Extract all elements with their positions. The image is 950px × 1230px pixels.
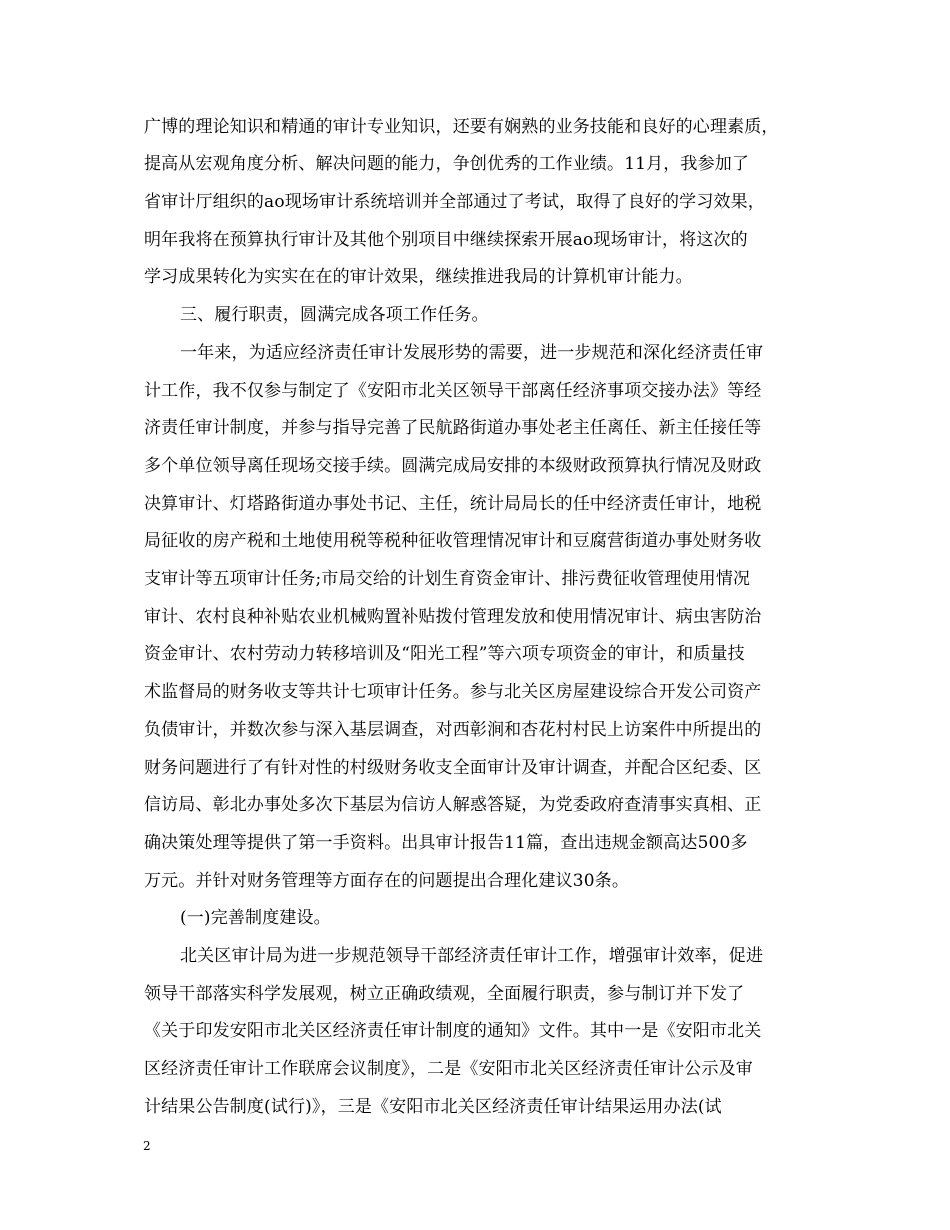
body-text-line: 多个单位领导离任现场交接手续。圆满完成局安排的本级财政预算执行情况及财政 <box>144 456 762 476</box>
body-text-line: 领导干部落实科学发展观，树立正确政绩观，全面履行职责，参与制订并下发了 <box>144 984 745 1004</box>
body-text-line: 决算审计、灯塔路街道办事处书记、主任，统计局局长的任中经济责任审计，地税 <box>144 494 762 514</box>
body-text-line: 信访局、彰北办事处多次下基层为信访人解惑答疑，为党委政府查清事实真相、正 <box>144 795 762 815</box>
body-text-line: 北关区审计局为进一步规范领导干部经济责任审计工作，增强审计效率，促进 <box>180 946 764 966</box>
body-text-line: 一年来，为适应经济责任审计发展形势的需要，进一步规范和深化经济责任审 <box>180 343 764 363</box>
body-text-line: 支审计等五项审计任务;市局交给的计划生育资金审计、排污费征收管理使用情况 <box>144 569 751 589</box>
body-text-line: 济责任审计制度，并参与指导完善了民航路街道办事处老主任离任、新主任接任等 <box>144 418 762 438</box>
body-text-line: 明年我将在预算执行审计及其他个别项目中继续探索开展ao现场审计，将这次的 <box>144 230 748 250</box>
body-text-line: 局征收的房产税和土地使用税等税种征收管理情况审计和豆腐营街道办事处财务收 <box>144 531 762 551</box>
body-text-line: 确决策处理等提供了第一手资料。出具审计报告11篇，查出违规金额高达500多 <box>144 833 748 853</box>
body-text-line: 《关于印发安阳市北关区经济责任审计制度的通知》文件。其中一是《安阳市北关 <box>144 1021 762 1041</box>
body-text-line: 省审计厅组织的ao现场审计系统培训并全部通过了考试，取得了良好的学习效果， <box>144 192 765 212</box>
section-heading: 三、履行职责，圆满完成各项工作任务。 <box>180 305 489 325</box>
page-number: 2 <box>143 1139 151 1153</box>
body-text-line: 区经济责任审计工作联席会议制度》，二是《安阳市北关区经济责任审计公示及审 <box>144 1059 753 1079</box>
body-text-line: 负债审计，并数次参与深入基层调查，对西彰涧和杏花村村民上访案件中所提出的 <box>144 720 762 740</box>
body-text-line: 计工作，我不仅参与制定了《安阳市北关区领导干部离任经济事项交接办法》等经 <box>144 381 762 401</box>
body-text-line: 审计、农村良种补贴农业机械购置补贴拨付管理发放和使用情况审计、病虫害防治 <box>144 607 762 627</box>
body-text-line: 术监督局的财务收支等共计七项审计任务。参与北关区房屋建设综合开发公司资产 <box>144 682 762 702</box>
subsection-heading: (一)完善制度建设。 <box>180 908 331 928</box>
body-text-line: 提高从宏观角度分析、解决问题的能力，争创优秀的工作业绩。11月，我参加了 <box>144 154 750 174</box>
body-text-line: 财务问题进行了有针对性的村级财务收支全面审计及审计调查，并配合区纪委、区 <box>144 758 762 778</box>
body-text-line: 资金审计、农村劳动力转移培训及“阳光工程”等六项专项资金的审计，和质量技 <box>144 644 745 664</box>
body-text-line: 广博的理论知识和精通的审计专业知识，还要有娴熟的业务技能和良好的心理素质， <box>144 117 779 137</box>
body-text-line: 万元。并针对财务管理等方面存在的问题提出合理化建议30条。 <box>144 871 629 891</box>
body-text-line: 学习成果转化为实实在在的审计效果，继续推进我局的计算机审计能力。 <box>144 267 693 287</box>
body-text-line: 计结果公告制度(试行)》，三是《安阳市北关区经济责任审计结果运用办法(试 <box>144 1097 722 1117</box>
